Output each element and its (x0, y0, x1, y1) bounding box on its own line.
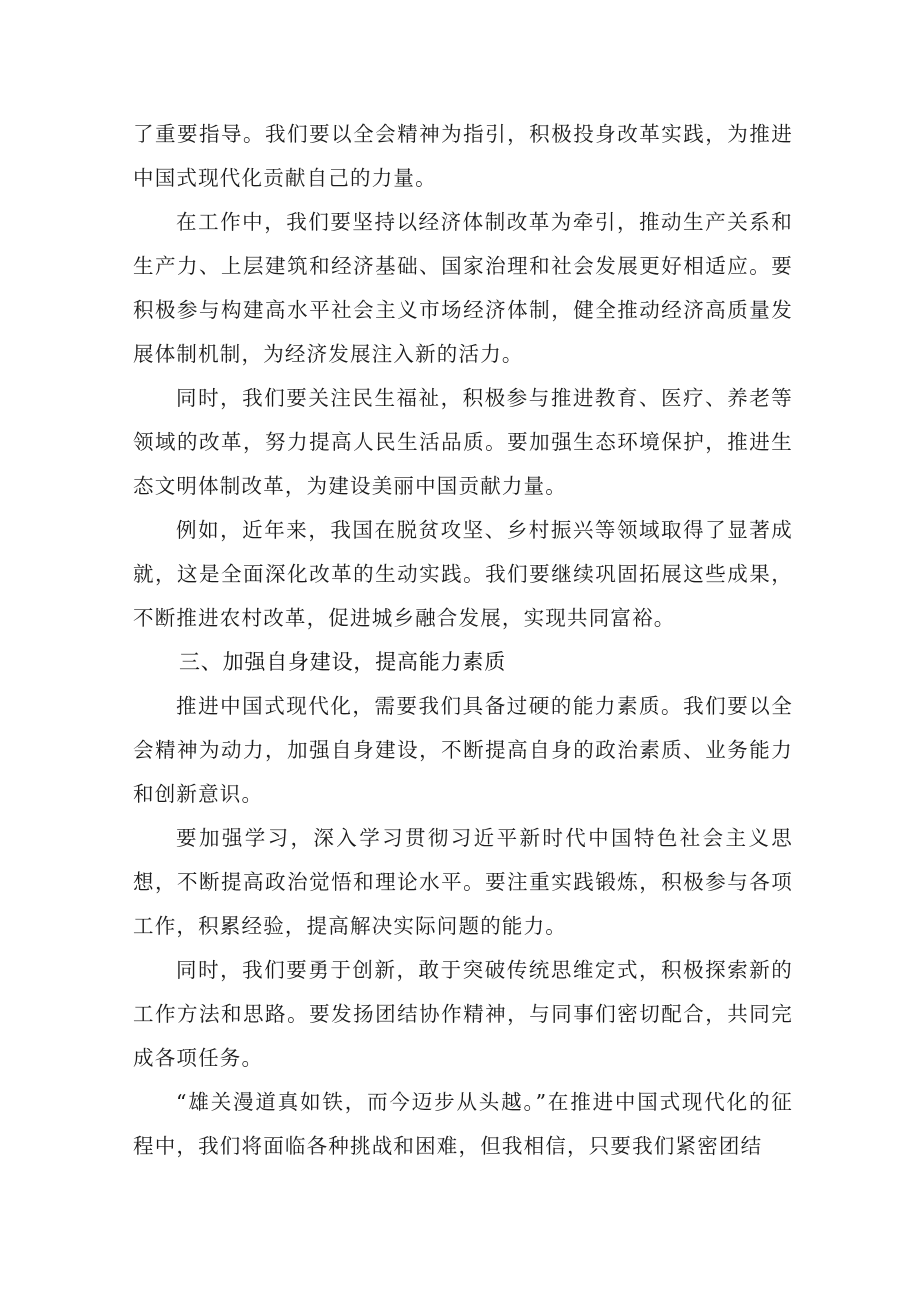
paragraph-continuation: 了重要指导。我们要以全会精神为指引，积极投身改革实践，为推进中国式现代化贡献自己的力量。 (133, 122, 793, 190)
paragraph-study: 要加强学习，深入学习贯彻习近平新时代中国特色社会主义思想，不断提高政治觉悟和理论水平。要注重实践锻炼，积极参与各项工作，积累经验，提高解决实际问题的能力。 (133, 826, 793, 938)
paragraph-innovation: 同时，我们要勇于创新，敢于突破传统思维定式，积极探索新的工作方法和思路。要发扬团结协作精神，与同事们密切配合，共同完成各项任务。 (133, 958, 793, 1070)
section-heading: 三、加强自身建设，提高能力素质 (179, 650, 506, 674)
paragraph-livelihood: 同时，我们要关注民生福祉，积极参与推进教育、医疗、养老等领域的改革，努力提高人民生活品质。要加强生态环境保护，推进生态文明体制改革，为建设美丽中国贡献力量。 (133, 386, 793, 498)
paragraph-example: 例如，近年来，我国在脱贫攻坚、乡村振兴等领域取得了显著成就，这是全面深化改革的生动实践。我们要继续巩固拓展这些成果，不断推进农村改革，促进城乡融合发展，实现共同富裕。 (133, 518, 793, 630)
paragraph-ability: 推进中国式现代化，需要我们具备过硬的能力素质。我们要以全会精神为动力，加强自身建设，不断提高自身的政治素质、业务能力和创新意识。 (133, 694, 793, 806)
paragraph-economic-reform: 在工作中，我们要坚持以经济体制改革为牵引，推动生产关系和生产力、上层建筑和经济基础、国家治理和社会发展更好相适应。要积极参与构建高水平社会主义市场经济体制，健全推动经济高质量发展体制机制，为经济发展注入新的活力。 (133, 210, 793, 366)
document-body (133, 112, 793, 1168)
paragraph-quote: “雄关漫道真如铁，而今迈步从头越。”在推进中国式现代化的征程中，我们将面临各种挑战和困难，但我相信，只要我们紧密团结 (133, 1090, 793, 1158)
